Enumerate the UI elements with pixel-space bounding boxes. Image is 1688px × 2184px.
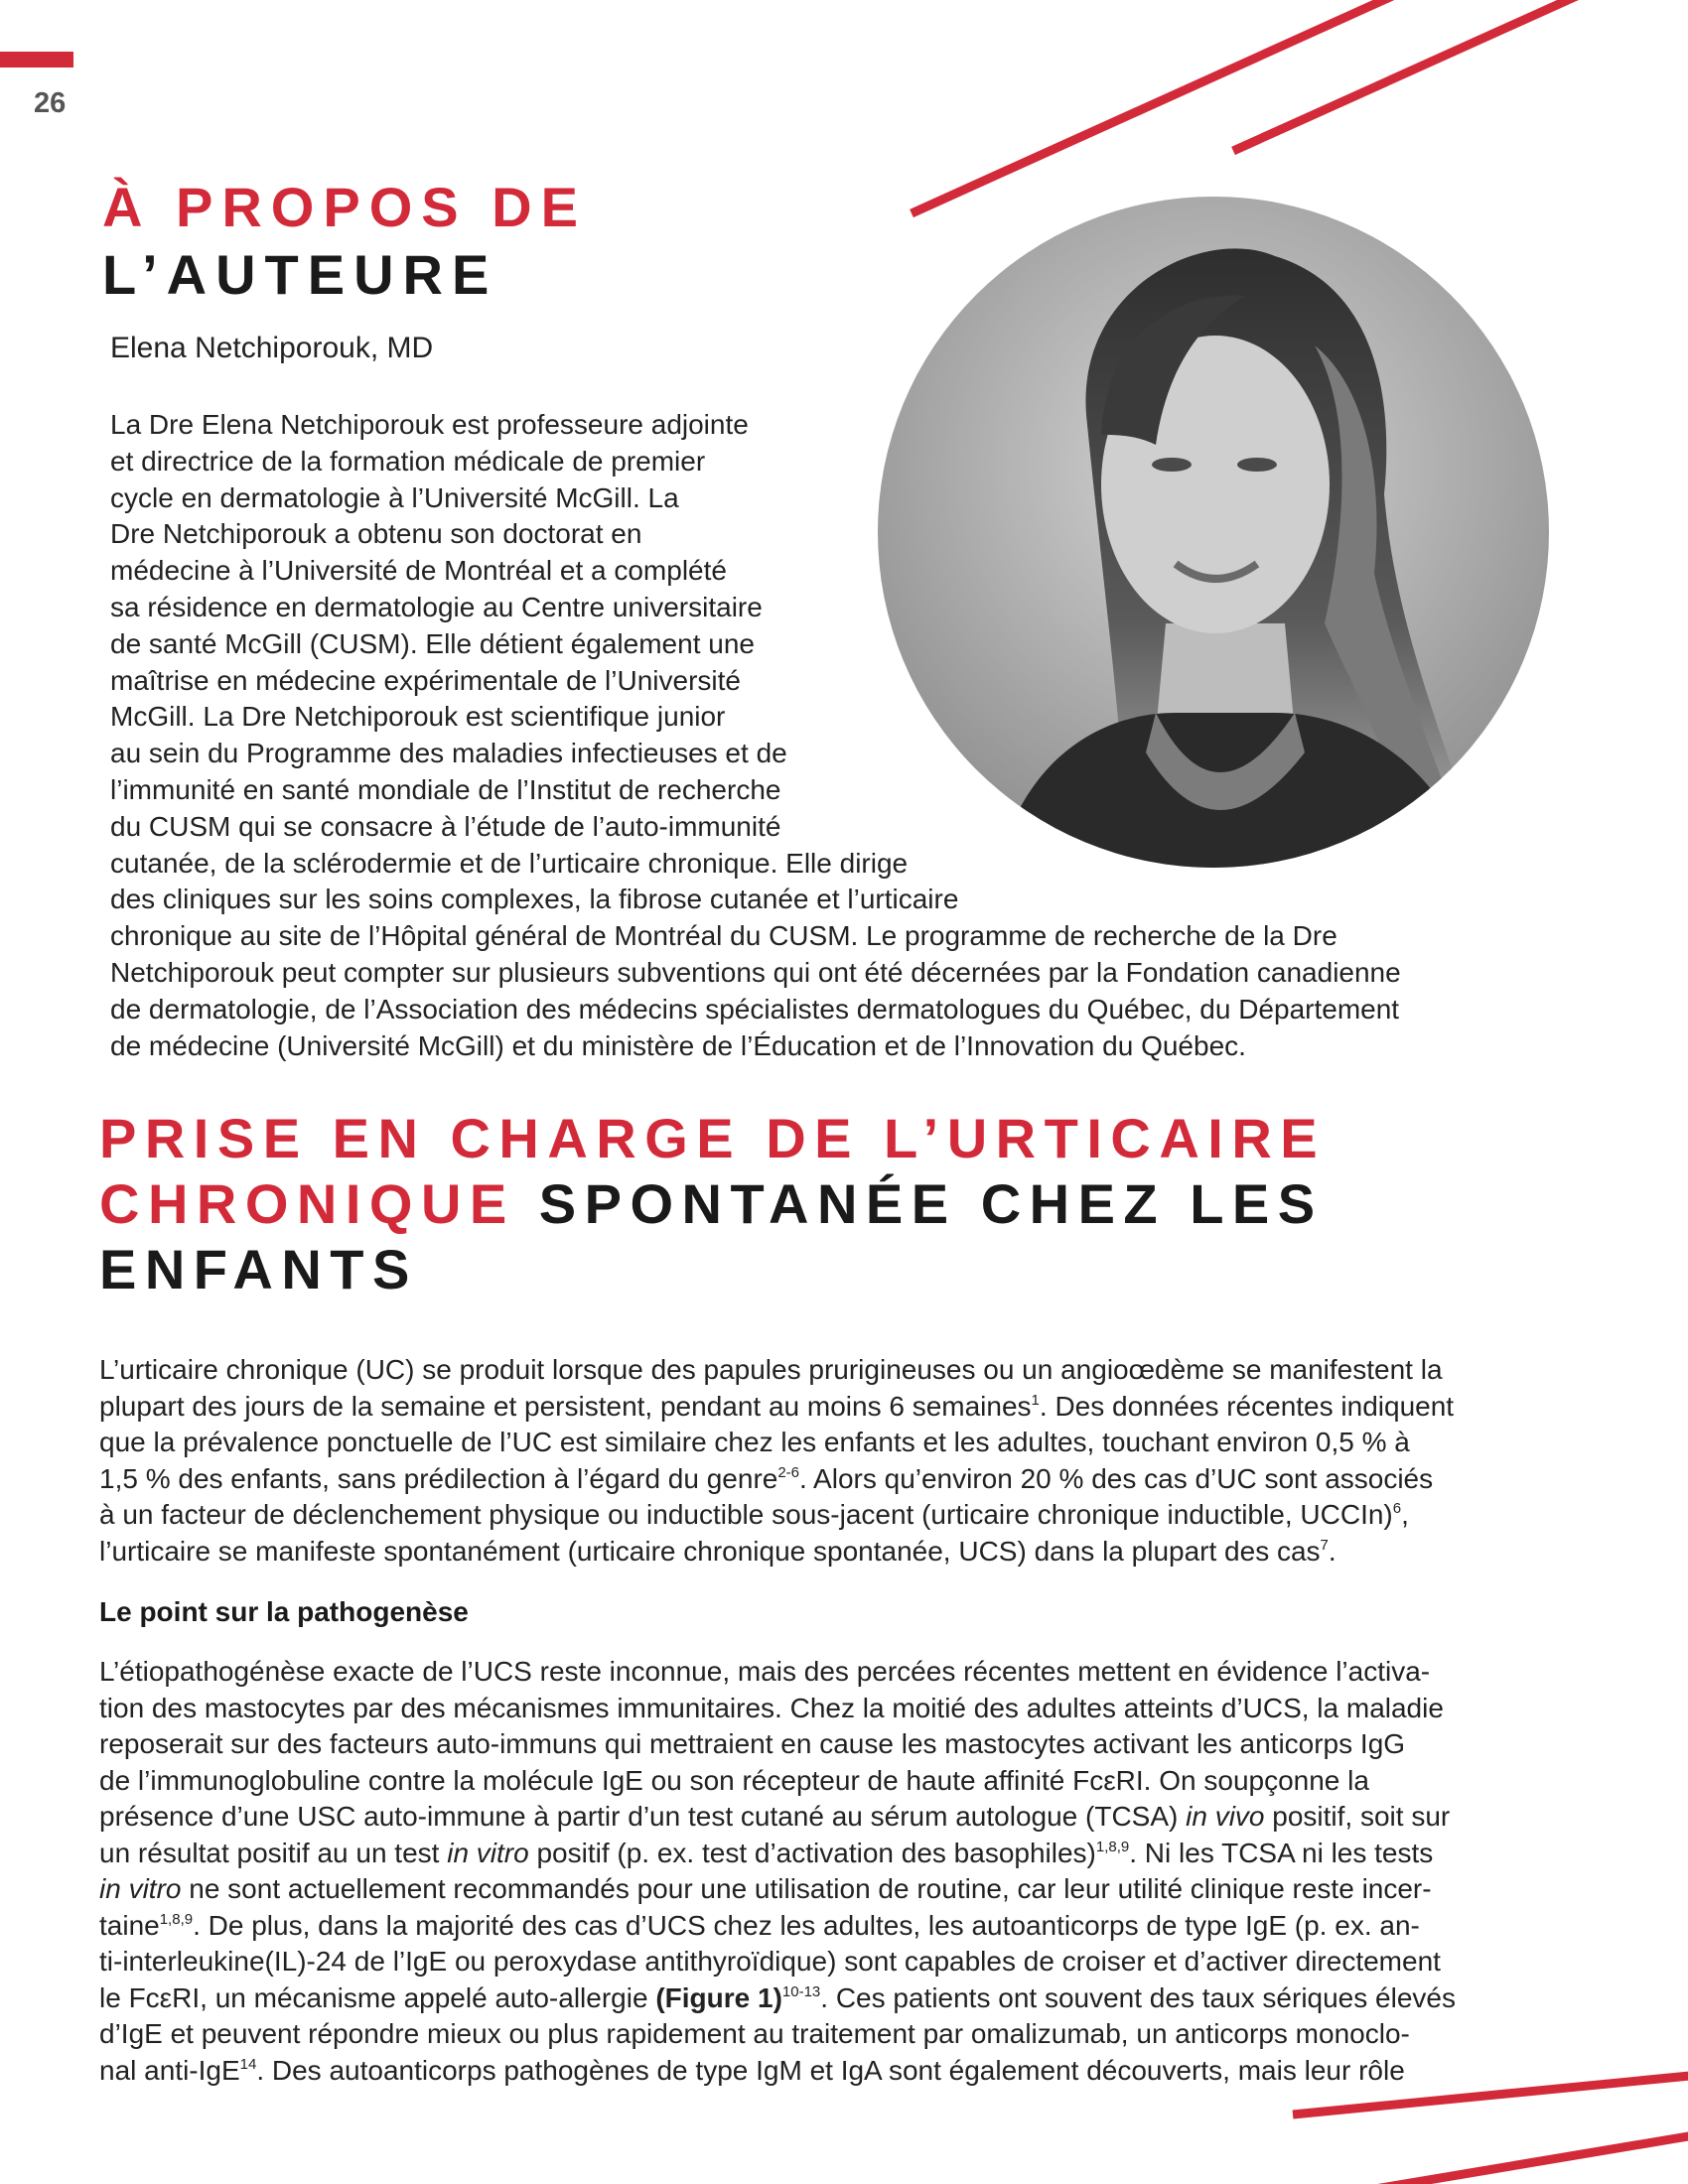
bio-line: médecine à l’Université de Montréal et a complété [110,555,727,587]
text-span: tion des mastocytes par des mécanismes immunitaires. Chez la moitié des adultes atteints d’UCS, la maladie [99,1692,1444,1723]
article-title-dark-2: SPONTANÉE CHEZ LES [514,1172,1324,1235]
bio-line: cycle en dermatologie à l’Université McGill. La [110,481,679,513]
page-corner-bar [0,52,73,68]
bio-line: cutanée, de la sclérodermie et de l’urticaire chronique. Elle dirige [110,847,909,879]
section-subheading: Le point sur la pathogenèse [99,1596,469,1627]
text-span: ti-interleukine(IL)-24 de l’IgE ou peroxydase antithyroïdique) sont capables de croiser et d’activer directement [99,1946,1441,1977]
text-span: . Ces patients ont souvent des taux sériques élevés [820,1981,1456,2013]
citation: 14 [239,2055,257,2073]
bio-line: La Dre Elena Netchiporouk est professeure adjointe [110,409,749,440]
bio-line: des cliniques sur les soins complexes, la fibrose cutanée et l’urticaire [110,884,959,915]
bio-line: de dermatologie, de l’Association des médecins spécialistes dermatologues du Québec, du Département [110,993,1400,1024]
text-span: à un facteur de déclenchement physique ou inductible sous-jacent (urticaire chronique inductible, UCCIn) [99,1499,1393,1530]
bio-line: chronique au site de l’Hôpital général de Montréal du CUSM. Le programme de recherche de la Dre [110,920,1337,952]
bio-line: Netchiporouk peut compter sur plusieurs subventions qui ont été décernées par la Fondation canadienne [110,956,1401,988]
text-span: . [1328,1535,1336,1567]
text-span: L’urticaire chronique (UC) se produit lorsque des papules prurigineuses ou un angioœdème se manifestent la [99,1354,1443,1385]
italic-term: in vitro [99,1873,182,1904]
citation: 7 [1320,1536,1329,1554]
text-span: que la prévalence ponctuelle de l’UC est similaire chez les enfants et les adultes, touchant environ 0,5 % à [99,1427,1410,1457]
citation: 2-6 [777,1463,800,1481]
bio-line: et directrice de la formation médicale de premier [110,445,706,477]
figure-reference[interactable]: (Figure 1) [655,1981,782,2013]
text-span: nal anti-IgE [99,2054,240,2086]
article-title [99,1106,1326,1302]
text-span: L’étiopathogénèse exacte de l’UCS reste inconnue, mais des percées récentes mettent en évidence l’activa- [99,1656,1431,1687]
text-span: d’IgE et peuvent répondre mieux ou plus rapidement au traitement par omalizumab, un anticorps monoclo- [99,2018,1410,2049]
citation: 6 [1392,1500,1402,1517]
text-span: un résultat positif au un test [99,1837,448,1868]
article-title-red-2: CHRONIQUE [99,1172,515,1235]
text-span: 1,5 % des enfants, sans prédilection à l’égard du genre [99,1462,778,1494]
text-span: plupart des jours de la semaine et persistent, pendant au moins 6 semaines [99,1390,1032,1422]
citation: 1,8,9 [159,1910,194,1928]
text-span: . De plus, dans la majorité des cas d’UCS chez les adultes, les autoanticorps de type IgE (p. ex. an- [193,1909,1420,1941]
text-span: présence d’une USC auto-immune à partir d’un test cutané au sérum autologue (TCSA) [99,1801,1187,1832]
bio-line: McGill. La Dre Netchiporouk est scientifique junior [110,701,726,733]
bio-line: l’immunité en santé mondiale de l’Institut de recherche [110,773,781,805]
text-span: . Des autoanticorps pathogènes de type IgM et IgA sont également découverts, mais leur rôle [256,2054,1405,2086]
author-bio [110,407,1580,1064]
italic-term: in vivo [1186,1801,1265,1832]
italic-term: in vitro [447,1837,529,1868]
bio-line: du CUSM qui se consacre à l’étude de l’auto-immunité [110,810,781,842]
text-span: taine [99,1909,160,1941]
text-span: positif, soit sur [1264,1801,1451,1832]
citation: 10-13 [781,1982,821,2000]
author-name: Elena Netchiporouk, MD [110,332,434,364]
article-title-dark-3: ENFANTS [99,1238,418,1300]
text-span: . Alors qu’environ 20 % des cas d’UC sont associés [799,1462,1434,1494]
article-title-red-1: PRISE EN CHARGE DE L’URTICAIRE [99,1107,1327,1169]
text-span: le FcεRI, un mécanisme appelé auto-allergie [99,1981,656,2013]
bio-line: maîtrise en médecine expérimentale de l’Université [110,664,741,696]
text-span: . Des données récentes indiquent [1039,1390,1455,1422]
text-span: positif (p. ex. test d’activation des basophiles) [528,1837,1096,1868]
text-span: ne sont actuellement recommandés pour une utilisation de routine, car leur utilité clinique reste incer- [181,1873,1432,1904]
text-span: de l’immunoglobuline contre la molécule IgE ou son récepteur de haute affinité FcεRI. On soupçonne la [99,1764,1369,1796]
citation: 1,8,9 [1095,1838,1130,1855]
page-number: 26 [34,87,67,119]
intro-paragraph [99,1352,1599,1570]
text-span: reposerait sur des facteurs auto-immuns qui mettraient en cause les mastocytes activant les anticorps IgG [99,1728,1406,1759]
citation: 1 [1031,1391,1040,1409]
bio-line: sa résidence en dermatologie au Centre universitaire [110,591,763,622]
text-span: , [1401,1499,1409,1530]
bio-line: Dre Netchiporouk a obtenu son doctorat en [110,518,642,550]
author-section-title-line1: À PROPOS DE [102,176,587,238]
bio-line: de médecine (Université McGill) et du ministère de l’Éducation et de l’Innovation du Québec. [110,1029,1246,1061]
pathogenesis-paragraph [99,1654,1599,2089]
bio-line: au sein du Programme des maladies infectieuses et de [110,738,787,769]
bio-line: de santé McGill (CUSM). Elle détient également une [110,627,755,659]
author-section-title-line2: L’AUTEURE [102,243,498,306]
text-span: . Ni les TCSA ni les tests [1129,1837,1434,1868]
text-span: l’urticaire se manifeste spontanément (urticaire chronique spontanée, UCS) dans la plupart des cas [99,1535,1321,1567]
